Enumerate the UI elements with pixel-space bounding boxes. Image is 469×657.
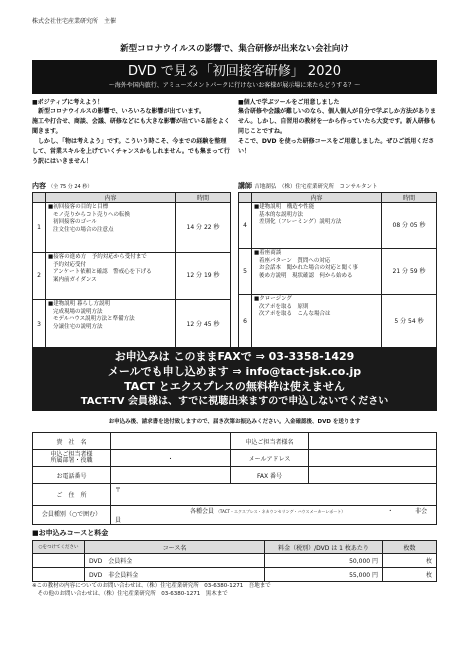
table-row (33, 253, 231, 300)
mark-cell[interactable] (33, 568, 85, 582)
address-field[interactable] (111, 484, 437, 506)
tact-tv-notice: TACT-TV 会員様は、すでに視聴出来ますので申込しないでください (80, 396, 389, 407)
row-time: 21 分 59 秒 (382, 249, 437, 295)
row-content: ■クロージング 次アポを取る 原則 次アポを取る こんな場合は (252, 295, 382, 350)
email-field[interactable] (309, 450, 437, 467)
headline: 新型コロナウイルスの影響で、集合研修が出来ない会社向け (120, 44, 349, 54)
lecturer-label: 講師 (238, 182, 252, 190)
table-row (239, 203, 437, 249)
intro-left (32, 99, 232, 167)
notice-line: TACT とエクスプレスの無料枠は使えません (124, 380, 345, 393)
contents-col-content: 内容 (46, 193, 176, 203)
col-mark: ○をつけてください (33, 541, 85, 554)
table-row (33, 300, 231, 350)
member-option-2[interactable]: 非会員 (115, 508, 428, 524)
contents-col-content: 内容 (252, 193, 382, 203)
phone-label: お電話番号 (33, 467, 111, 484)
page-title: DVD で見る「初回接客研修」 2020 (127, 64, 342, 79)
pricing-table (32, 540, 437, 582)
table-row (239, 295, 437, 350)
contents-header (32, 182, 92, 191)
member-label: 会員種別（○で囲む） (33, 506, 111, 525)
contents-label: 内容 (32, 182, 46, 190)
intro-left-heading: ■ポジティブに考えよう！ (32, 99, 104, 106)
row-time: 14 分 22 秒 (176, 203, 231, 253)
intro-right (238, 99, 438, 157)
row-number: 2 (33, 253, 46, 300)
row-content: ■着座商談 着座パターン 質問への対応 お会話本 聞かれた場合の対応と聞く事 後め方説明 現状確認 何から始める (252, 249, 382, 295)
postal-mark: 〒 (115, 487, 122, 494)
contact-banner (32, 347, 437, 411)
course-price: 55,000 円 (265, 568, 383, 582)
intro-right-heading: ■個人で学ぶツールをご用意しました (238, 99, 340, 106)
table-row (33, 554, 437, 568)
person-label: 申込ご担当者様名 (231, 433, 309, 450)
contents-table-right (238, 192, 437, 350)
member-option-1[interactable]: 各種会員 (190, 508, 215, 515)
footer-notes (32, 583, 442, 598)
col-price: 料金（税別）/DVD は 1 枚あたり (265, 541, 383, 554)
count-field[interactable]: 枚 (383, 554, 437, 568)
row-content: ■接客の進め方 予約対応から受付まで 予約対応受付 アンケート依頼と確認 警戒心を下げる 案内前ガイダンス (46, 253, 176, 300)
col-course: コース名 (85, 541, 265, 554)
contents-col-time: 時間 (176, 193, 231, 203)
company-field[interactable] (111, 433, 231, 450)
course-name: DVD 非会員料金 (85, 568, 265, 582)
row-content: ■建物説明 暮らし方説明 完成現場の説明方法 モデルハウス説明方法と準備方法 分譲住宅の説明方法 (46, 300, 176, 350)
row-time: 12 分 45 秒 (176, 300, 231, 350)
contents-note: （全 75 分 24 秒） (48, 184, 93, 190)
organizer-text: 株式会社住宅産業研究所 主催 (32, 18, 117, 25)
lecturer-text: 吉地湖弘 （株）住宅産業研究所 コンサルタント (254, 184, 378, 190)
row-time: 12 分 19 秒 (176, 253, 231, 300)
page-subtitle: ～海外や国内旅行、アミューズメントパークに行けないお客様が展示場に来たらどうする？～ (108, 82, 361, 89)
footer-line-1: ※この教材の内容についてのお問い合わせは、（株）住宅産業研究所 03-6380-1271 吾地まで (32, 583, 271, 589)
fax-line[interactable]: お申込みは このままFAXで ⇒ 03-3358-1429 (114, 350, 355, 363)
row-number: 5 (239, 249, 252, 295)
col-count: 枚数 (383, 541, 437, 554)
contents-table-left (32, 192, 231, 350)
intro-left-body: 新型コロナウイルスの影響で、いろいろな影響が出ています。 施工や打合せ、商談、会議、研修などにも大きな影響が出ている話をよく聞きます。 しかし、「物は考えよう」です。こういう時こそ、今までの経験を整理して、営業スキルを上げていくチャンスかもしれません。でも集まって行う訳にはいきません！ (32, 108, 230, 165)
contents-col-time: 時間 (382, 193, 437, 203)
form-note: お申込み後、請求書を送付致しますので、届き次第お振込みください。入金確認後、DVD を送ります (108, 419, 361, 425)
member-option-1-note: （TACT・エクスプレス・ネカウンセリング・ハウスメーカーレポート） (215, 509, 346, 514)
table-row (33, 203, 231, 253)
row-time: 5 分 54 秒 (382, 295, 437, 350)
address-label: ご 住 所 (33, 484, 111, 506)
application-form (32, 432, 437, 525)
intro-right-body: 集合研修や会議が難しいのなら、個人個人が自分で学ぶしか方法がありません。しかし、自習用の教材を一から作っていたら大変です。新人研修も同じことですね。 そこで、DVD を使った研修コースをご用意しました。ぜひご活用ください！ (238, 108, 437, 155)
company-label: 貴 社 名 (33, 433, 111, 450)
dept-field[interactable]: ・ (111, 450, 231, 467)
row-number: 3 (33, 300, 46, 350)
dept-label: 申込ご担当者様 所属部署・役職 (33, 450, 111, 467)
fax-field[interactable] (309, 467, 437, 484)
row-number: 4 (239, 203, 252, 249)
row-content: ■建物説明 構造や性能 基本的な説明方法 差別化（フレーミング）説明方法 (252, 203, 382, 249)
fax-label: FAX 番号 (231, 467, 309, 484)
phone-field[interactable] (111, 467, 231, 484)
footer-line-2: その他のお問い合わせは、（株）住宅産業研究所 03-6380-1271 黒木まで (32, 590, 228, 597)
row-time: 08 分 05 秒 (382, 203, 437, 249)
row-number: 6 (239, 295, 252, 350)
course-name: DVD 会員料金 (85, 554, 265, 568)
table-row (33, 568, 437, 582)
member-type-field[interactable]: 各種会員 （TACT・エクスプレス・ネカウンセリング・ハウスメーカーレポート） ・ 非会員 (111, 506, 437, 525)
table-row (239, 249, 437, 295)
lecturer-header (238, 182, 378, 192)
person-field[interactable] (309, 433, 437, 450)
course-price: 50,000 円 (265, 554, 383, 568)
email-line[interactable]: メールでも申し込めます ⇒ info@tact-jsk.co.jp (107, 365, 362, 378)
row-number: 1 (33, 203, 46, 253)
count-field[interactable]: 枚 (383, 568, 437, 582)
row-content: ■初回接客の目的と目標 モノ売りからコト売りへの転換 初回接客のゴール 注文住宅の場合の注意点 (46, 203, 176, 253)
title-banner (32, 60, 437, 94)
mark-cell[interactable] (33, 554, 85, 568)
pricing-heading: ■お申込みコースと料金 (32, 529, 109, 537)
email-label: メールアドレス (231, 450, 309, 467)
